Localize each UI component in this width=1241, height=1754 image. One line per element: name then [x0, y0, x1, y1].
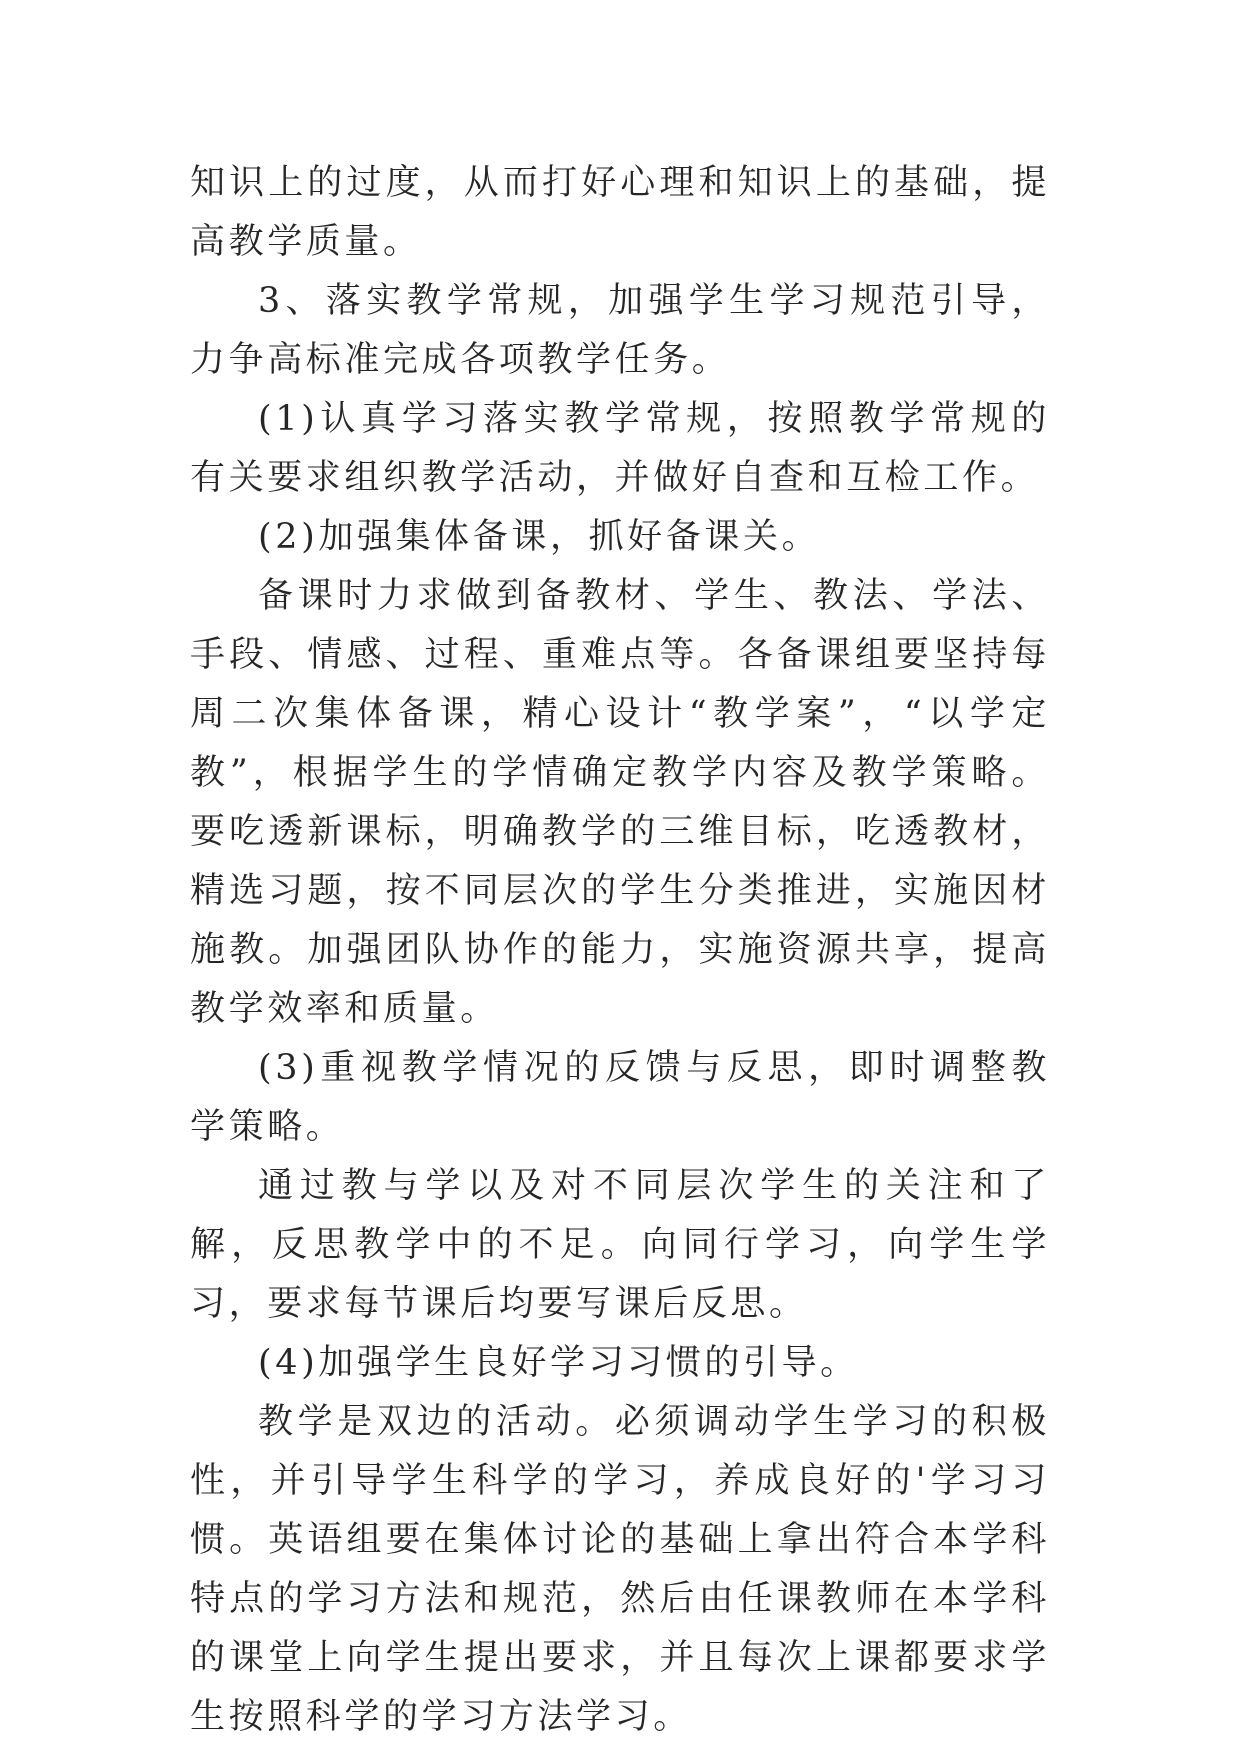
paragraph-continuation: 知识上的过度，从而打好心理和知识上的基础，提高教学质量。 [190, 163, 1050, 262]
document-body [190, 154, 1050, 1747]
paragraph-item-1: (1)认真学习落实教学常规，按照教学常规的有关要求组织教学活动，并做好自查和互检工作。 [190, 399, 1050, 498]
paragraph-study-habits: 教学是双边的活动。必须调动学生学习的积极性，并引导学生科学的学习，养成良好的'学习习惯。英语组要在集体讨论的基础上拿出符合本学科特点的学习方法和规范，然后由任课教师在本学科的课堂上向学生提出要求，并且每次上课都要求学生按照科学的学习方法学习。 [190, 1402, 1050, 1737]
paragraph-item-3: (3)重视教学情况的反馈与反思，即时调整教学策略。 [190, 1048, 1050, 1147]
paragraph-section-3: 3、落实教学常规，加强学生学习规范引导，力争高标准完成各项教学任务。 [190, 281, 1050, 380]
paragraph-item-4: (4)加强学生良好学习习惯的引导。 [258, 1343, 859, 1383]
paragraph-lesson-prep: 备课时力求做到备教材、学生、教法、学法、手段、情感、过程、重难点等。各备课组要坚持每周二次集体备课，精心设计“教学案”，“以学定教”，根据学生的学情确定教学内容及教学策略。要吃透新课标，明确教学的三维目标，吃透教材，精选习题，按不同层次的学生分类推进，实施因材施教。加强团队协作的能力，实施资源共享，提高教学效率和质量。 [190, 576, 1050, 1029]
paragraph-item-2: (2)加强集体备课，抓好备课关。 [258, 517, 821, 557]
paragraph-reflection: 通过教与学以及对不同层次学生的关注和了解，反思教学中的不足。向同行学习，向学生学习，要求每节课后均要写课后反思。 [190, 1166, 1050, 1324]
